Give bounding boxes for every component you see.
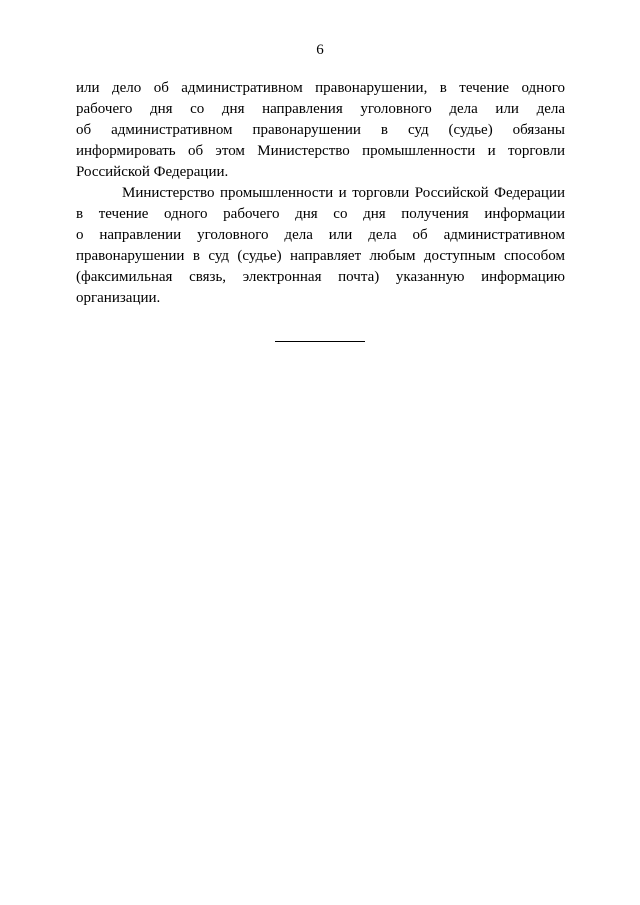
page-number: 6 <box>316 42 324 58</box>
text-line: (факсимильная связь, электронная почта) указанную информацию <box>76 269 565 285</box>
document-body <box>76 78 565 309</box>
text-line: Российской Федерации. <box>76 164 229 180</box>
paragraph-2 <box>76 183 565 309</box>
text-line: в течение одного рабочего дня со дня получения информации <box>76 206 565 222</box>
text-line: рабочего дня со дня направления уголовного дела или дела <box>76 101 565 117</box>
text-line: о направлении уголовного дела или дела об административном <box>76 227 565 243</box>
text-line: об административном правонарушении в суд (судье) обязаны <box>76 122 565 138</box>
end-of-document-rule <box>275 341 365 342</box>
text-line: организации. <box>76 290 161 306</box>
text-line: Министерство промышленности и торговли Российской Федерации <box>122 185 565 201</box>
paragraph-1 <box>76 78 565 183</box>
text-line: информировать об этом Министерство промышленности и торговли <box>76 143 565 159</box>
text-line: правонарушении в суд (судье) направляет любым доступным способом <box>76 248 565 264</box>
text-line: или дело об административном правонарушении, в течение одного <box>76 80 565 96</box>
